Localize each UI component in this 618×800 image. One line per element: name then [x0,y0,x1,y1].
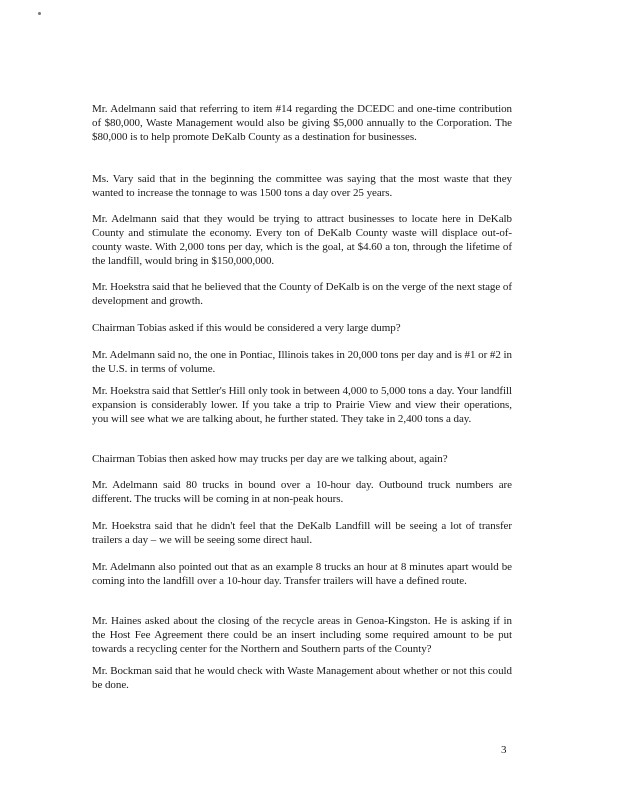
paragraph-hoekstra-growth: Mr. Hoekstra said that he believed that the County of DeKalb is on the verge of the next stage of development and growth. [92,281,512,307]
paragraph-tobias-dump: Chairman Tobias asked if this would be considered a very large dump? [92,322,401,334]
paragraph-tobias-trucks: Chairman Tobias then asked how may trucks per day are we talking about, again? [92,453,448,465]
paragraph-adelmann-dcedc: Mr. Adelmann said that referring to item #14 regarding the DCEDC and one-time contribution of $80,000, Waste Management would also be giving $5,000 annually to the Corporation. The $80,000 is to help promote DeKalb County as a destination for businesses. [92,103,512,143]
paragraph-adelmann-route: Mr. Adelmann also pointed out that as an example 8 trucks an hour at 8 minutes apart would be coming into the landfill over a 10-hour day. Transfer trailers will have a defined route. [92,561,512,587]
paragraph-bockman-check: Mr. Bockman said that he would check with Waste Management about whether or not this could be done. [92,665,512,691]
paragraph-hoekstra-transfer: Mr. Hoekstra said that he didn't feel that the DeKalb Landfill will be seeing a lot of transfer trailers a day – we will be seeing some direct haul. [92,520,512,546]
paragraph-haines-recycling: Mr. Haines asked about the closing of the recycle areas in Genoa-Kingston. He is asking if in the Host Fee Agreement there could be an insert including some required amount to be put towards a recycling center for the Northern and Southern parts of the County? [92,615,512,655]
paragraph-adelmann-pontiac: Mr. Adelmann said no, the one in Pontiac, Illinois takes in 20,000 tons per day and is #1 or #2 in the U.S. in terms of volume. [92,349,512,375]
paragraph-vary-tonnage: Ms. Vary said that in the beginning the committee was saying that the most waste that they wanted to increase the tonnage to was 1500 tons a day over 25 years. [92,173,512,199]
paragraph-adelmann-80-trucks: Mr. Adelmann said 80 trucks in bound over a 10-hour day. Outbound truck numbers are different. The trucks will be coming in at non-peak hours. [92,479,512,505]
paragraph-adelmann-businesses: Mr. Adelmann said that they would be trying to attract businesses to locate here in DeKalb County and stimulate the economy. Every ton of DeKalb County waste will displace out-of-county waste. With 2,000 tons per day, which is the goal, at $4.60 a ton, through the lifetime of the landfill, would bring in $150,000,000. [92,213,512,267]
page-number: 3 [501,744,507,756]
paragraph-hoekstra-settlers-hill: Mr. Hoekstra said that Settler's Hill only took in between 4,000 to 5,000 tons a day. Your landfill expansion is considerably lower. If you take a trip to Prairie View and view their operations, you will see what we are talking about, he further stated. They take in 2,400 tons a day. [92,385,512,425]
scan-speck [38,12,41,15]
